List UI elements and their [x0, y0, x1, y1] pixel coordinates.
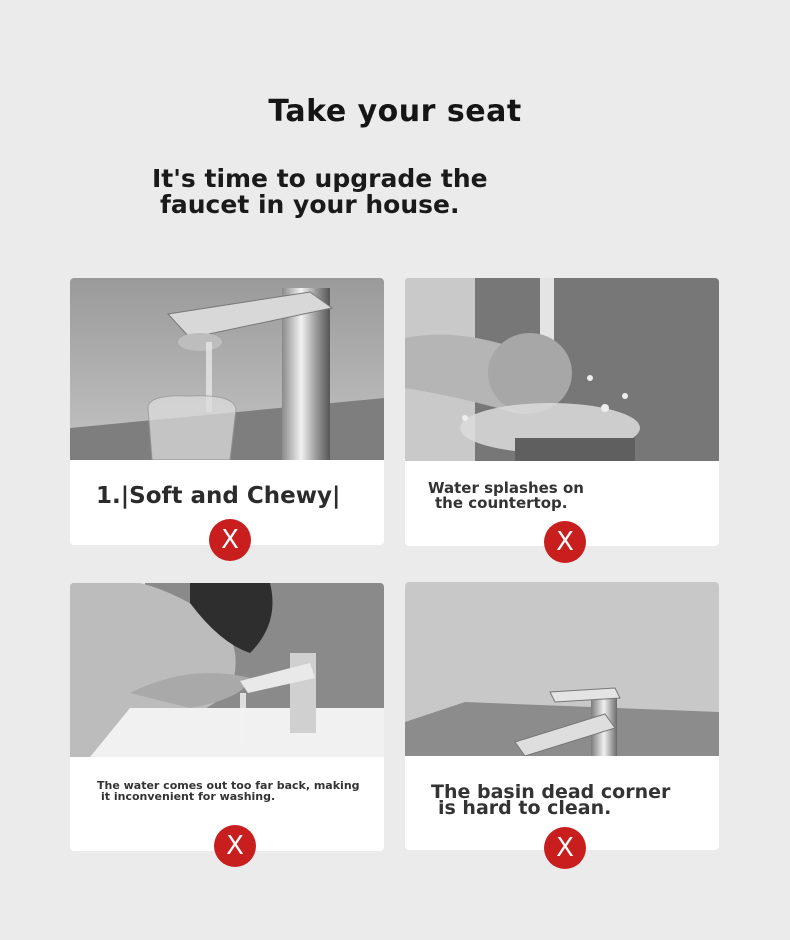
problem-card-2: [405, 278, 719, 557]
water-splashing-hand-photo: [405, 278, 719, 461]
subtitle-line-1: It's time to upgrade the: [152, 164, 488, 193]
x-mark-icon: X: [209, 519, 251, 561]
card-2-caption: Water splashes on the countertop.: [428, 479, 584, 512]
man-washing-face-photo: [70, 583, 384, 757]
faucet-on-basin-photo: [405, 582, 719, 756]
page-title: Take your seat: [268, 94, 522, 129]
problem-card-1: [70, 278, 384, 555]
card-1-caption: 1.|Soft and Chewy|: [96, 483, 341, 509]
faucet-filling-glass-photo: [70, 278, 384, 460]
x-mark-icon: X: [544, 521, 586, 563]
problem-card-4: [405, 582, 719, 863]
card-3-caption: The water comes out too far back, making it inconvenient for washing.: [97, 779, 360, 803]
problem-card-3: [70, 583, 384, 861]
card-4-caption: The basin dead corner is hard to clean.: [431, 781, 671, 819]
x-mark-icon: X: [214, 825, 256, 867]
x-mark-icon: X: [544, 827, 586, 869]
subtitle-line-2: faucet in your house.: [160, 190, 460, 219]
page-subtitle: [152, 166, 488, 218]
